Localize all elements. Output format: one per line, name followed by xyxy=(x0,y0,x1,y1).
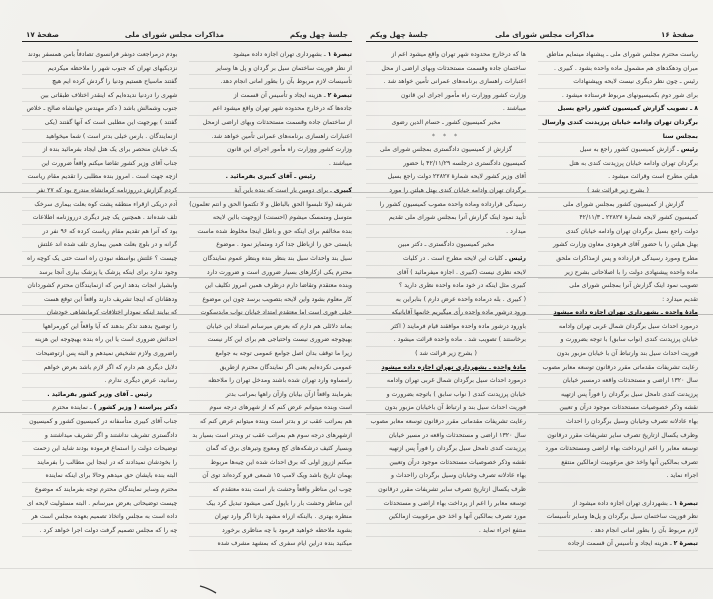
text-line: بفرمایند واقعاً ازآن بیابان وازآن راهها بمراتب بدتر xyxy=(189,388,352,402)
text-line: ودهقانان که اینجا تشریف دارند واقعاً این توقع هست xyxy=(22,293,177,307)
column-right-page-17 xyxy=(189,48,352,551)
text-line: بود که آنرا هم تقدیم مقام ریاست کرده که ۹۶ نفر در xyxy=(22,225,177,239)
speaker-line: تبصرهٔ ۱ ـ بشهرداری تهران اجازه داده میشود از xyxy=(538,497,698,511)
page-number: صفحهٔ ۱۶ xyxy=(661,30,694,39)
text-line: کمیسیون کشور لایحه شمارهٔ ۲۲۸۲۷ ـ ۴۲/۱۱/۳ xyxy=(538,211,698,225)
text-line: تلف شده‌اند . همچنین یک چیز دیگری درروزنامه اطلاعات xyxy=(22,211,177,225)
text-line: سال ۱۳۲۰ اراضی و مستحدثات واقعه درمسیر خیابان xyxy=(538,374,698,388)
text-line: ریاست محترم مجلس شورای ملی ـ پیشنهاد مینمایم مناطق xyxy=(538,48,698,62)
speaker-line: تبصرهٔ ۲ ـ هزینه ایجاد و تأسیس آن قسمت از xyxy=(189,89,352,103)
article-heading: مادهٔ واحده ـ بشهرداری تهران اجازه داده میشود xyxy=(538,306,698,320)
text-line: بهمان تاریخ باشد ویک لامپ ۱۵ شمعی فرو کرده‌اند توی آن xyxy=(189,469,352,483)
text-line: بودم درمراجعت دونفر فرانسوی تصادفاً بامن همسفر بودند xyxy=(22,48,177,62)
text-line: میران ودهکدهای هم مشمول ماده واحده بشود . کبیری . xyxy=(538,62,698,76)
text-line: فوریت احداث سیل بند و ارتباط آن باخیابان مزبور بدون xyxy=(366,401,526,415)
text-line: نزدیکیهای تهران که جنوب شهر را ملاحظه میکردیم xyxy=(22,62,177,76)
section-heading: بمجلس سنا xyxy=(538,130,698,144)
text-line: عمومی نکرده‌ایم یعنی اگر نمایندگان محترم ازطریق xyxy=(189,361,352,375)
session-title: جلسهٔ چهل ویکم xyxy=(370,30,429,39)
text-line: منتفع اجراء نماید . xyxy=(366,524,526,538)
columns-page-17 xyxy=(22,48,352,551)
text-line: وزارت کشور ووزارت راه مأمور اجرای این قانون xyxy=(366,89,526,103)
text-line: دادگستری تشریف نداشتند و اگر تشریف میداشتند و xyxy=(22,429,177,443)
text-line: آدم دریکی ازقراء منطقه پشت کوه بعلت بیماری سرخک xyxy=(22,198,177,212)
text-line: البته بنده بایشان حق میدهم وحالا برای اینکه نماینده xyxy=(22,469,177,483)
column-left-page-17 xyxy=(22,48,177,551)
text-line: لایحه نظری نیست (کبیری . اجازه میفرمائید ) آقای xyxy=(366,266,526,280)
text-line: احداثش ضروری است یا این راه بنده بهیچوجه این هزینه xyxy=(22,333,177,347)
text-line: است وبنده میتوانم عرض کنم که از شهرهای درجه سوم xyxy=(189,401,352,415)
text-line: گزارش از کمیسیون دادگستری بمجلس شورای ملی xyxy=(366,143,526,157)
text-line: ازشهرهای درجه سوم هم بمراتب عقب تر وبدتر است بسیار بد xyxy=(189,429,352,443)
text-line: زیرا ما توقف بدان اصل جوامع عمومی توجه به جوامع xyxy=(189,347,352,361)
text-line: محترم وسایر نمایندگان محترم توجه بفرمایند که موضوع xyxy=(22,483,177,497)
text-line: جنوب وشمالش باشد ( دکتر مهندس جهانشاه صالح ـ خلاص xyxy=(22,102,177,116)
text-line: شهری را دردنیا ندیده‌ایم که اینقدر اختلاف طبقاتی بین xyxy=(22,89,177,103)
text-line: پرزیدنت کندی تامحل سیل برگردان را فوراً پس ازتهیه xyxy=(366,442,526,456)
text-line: سال ۱۳۲۰ اراضی و مستحدثات واقعه در مسیر خیابان xyxy=(366,429,526,443)
text-line: ( کبیری . بله درماده واحده عرض دارم ) بنابراین به xyxy=(366,293,526,307)
text-line: نقشه وذکر خصوصیات مستحدثات موجود درآن وتعیین xyxy=(366,456,526,470)
speaker-name: کبیری xyxy=(333,186,352,194)
text-line: دولت راجع بسیل برگردان تهران وادامه خیابان کندی xyxy=(538,225,698,239)
section-separator: * * * xyxy=(366,130,526,144)
speaker-line: تبصرهٔ ۲ ـ هزینه ایجاد و تأسیس آن قسمت ازجاده xyxy=(538,537,698,551)
text-line: داده است به مجلس واتخاذ تصمیم بعهده مجلس است هر xyxy=(22,510,177,524)
text-line: سیل بند واحداث سیل بند بنظر بنده وبنظر عموم نمایندگان xyxy=(189,252,352,266)
speaker-line: رئیس ـ گزارش کمیسیون کشور راجع به سیل xyxy=(538,143,698,157)
speaker-line: رئیس ـ کلیات این لایحه مطرح است . در کلیات xyxy=(366,252,526,266)
text-line: مخبر کمیسیون دادگستری ـ دکتر مبین xyxy=(366,238,526,252)
text-line: وبسیار کثیف درشکه‌های کج ومعوج وتیرهای برق که گمان xyxy=(189,442,352,456)
scan-artifact-line xyxy=(0,277,713,278)
text-line: رسانید، عرض دیگری ندارم . xyxy=(22,374,177,388)
speaker-name: تبصرهٔ ۱ xyxy=(673,499,698,507)
page-16 xyxy=(366,28,698,548)
text-line: مخبر کمیسیون کشور ـ حسام الدین رضوی xyxy=(366,116,526,130)
text-line: مطرح ومورد رسیدگی قرارداده و پس ازمذاکرات ملحق xyxy=(538,252,698,266)
text-line: بهاء عادلانه تصرف وخیابان وسیل برگردان را احداث xyxy=(538,415,698,429)
speaker-line: تبصرهٔ ۱ ـ بشهرداری تهران اجازه داده میشود xyxy=(189,48,352,62)
text-line: گفتند ماسیاح هستیم ودنیا را گردش کرده ایم هیچ xyxy=(22,75,177,89)
text-line: وزارت کشور ووزارت راه مأمور اجرای این قانون xyxy=(189,143,352,157)
text-line: ورود درشور ماده واحده رأی میگیریم خانمها آقایانیکه xyxy=(366,306,526,320)
speaker-line: دکتر پیراسته ( وزیر کشور ) ـ نماینده محترم xyxy=(22,401,177,415)
text-line: گفتند ) بهرجهت این مطلبی است که آنها گفتند (یکی xyxy=(22,116,177,130)
text-line: لازم مربوط بآن را بطور امانی انجام دهد . xyxy=(538,524,698,538)
text-line: میباشند . xyxy=(366,102,526,116)
text-line: گرانه و در بلوچ بعلت همین بیماری تلف شده اند علتش xyxy=(22,238,177,252)
text-line: میکنید بنده دراین ایام سفری که بمشهد مشرف شده xyxy=(189,537,352,551)
running-head-page-17 xyxy=(22,28,352,42)
text-line: رامساوه وارد تهران شده باشند ومدخل تهران را ملاحظه xyxy=(189,374,352,388)
text-line: برای شور دوم بکمیسیونهای مربوط فرستاده میشود . xyxy=(538,89,698,103)
text-line: بشوید ملاحظه خواهید فرمود با چه مناظری برخورد xyxy=(189,524,352,538)
scan-artifact-line xyxy=(0,192,713,193)
text-line: کمیسیون دادگستری درجلسه ۴۲/۱۱/۲۹ با حضور xyxy=(366,157,526,171)
text-line: بهتل هیلتن را با حضور آقای فرهودی معاون وزارت کشور xyxy=(538,238,698,252)
text-line: اجراء نماید . xyxy=(538,469,698,483)
text-line: تقدیم میدارد : xyxy=(538,293,698,307)
text-line: که بیایند اینکه نمودار اختلافات کرمانشاهی خودشان xyxy=(22,306,177,320)
text-line: نقشه وذکر خصوصیات مستحدثات موجود درآن و تعیین xyxy=(538,401,698,415)
text-line: نظر فوریت ساختمان سیل برگردان و پل‌ها وسایر تأسیسات xyxy=(538,510,698,524)
text-line: چیست توضیحاتی بعرض میرسانم . البته مسئولیت لایحه ای xyxy=(22,497,177,511)
text-line: اعتبارات راهسازی برنامه‌های عمرانی تأمین خواهد شد. xyxy=(189,130,352,144)
text-line: تصرف بمالکین آنها واخذ حق مرغوبیت ازمالکین منتفع xyxy=(538,456,698,470)
speaker-name: تبصرهٔ ۱ xyxy=(327,51,352,58)
scan-artifact-line xyxy=(0,314,713,315)
text-line: کردم گزارش درروزنامه کرمانشاه مندرج بود که ۲۷ نفر xyxy=(22,184,177,198)
column-right-page-16 xyxy=(538,48,698,551)
text-line: را بخودشان نمیدادند که در اینجا این مطالب را بفرمایند xyxy=(22,456,177,470)
text-line: ساختمان جاده وقسمت مستحدثات وبهای اراضی از محل xyxy=(366,62,526,76)
text-line: هیلتن مطرح است وقرائت میشود . xyxy=(538,170,698,184)
text-line: خیابان پرزیدنت کندی (نواب سابق) با توجه بضرورت و xyxy=(538,333,698,347)
text-line: راضروری ولازم تشخیص نمیدهم و البته پس ازتوضیحات xyxy=(22,347,177,361)
speaker-name: تبصرهٔ ۲ xyxy=(673,540,698,548)
text-line: رئیس ـ چون نظر دیگری نیست لایحه وپیشنهادات xyxy=(538,75,698,89)
text-line: مورد تصرف بمالکین آنها و اخذ حق مرغوبیت ازمالکین xyxy=(366,510,526,524)
text-line: برخاستند ) تصویب شد . ماده واحده قرائت میشود . xyxy=(366,333,526,347)
text-line: وظرف یکسال ازتاریخ تصرف سایر تشریفات مقرر درقانون xyxy=(538,429,698,443)
text-line: درمورد احداث سیل برگردان شمال غربی تهران وادامه xyxy=(366,374,526,388)
text-line: بهیچوجه ضروری نیست واحتیاجی هم برای این کار نیست xyxy=(189,333,352,347)
text-line: جاده‌ها که درخارج محدوده شهر تهران واقع میشود اعم xyxy=(189,102,352,116)
scan-artifact-line xyxy=(0,412,713,413)
text-line: تأیید نمود اینک گزارش آنرا بمجلس شورای ملی تقدیم xyxy=(366,211,526,225)
text-line: میکنم ازروز اولی که برق احداث شده این چیه‌ها مربوط xyxy=(189,456,352,470)
text-line: از ساختمان جاده وقسمت مستحدثات وبهای اراضی ازمحل xyxy=(189,116,352,130)
text-line: باورود درشور ماده واحده موافقند قیام فرمایند ( اکثر xyxy=(366,320,526,334)
text-line xyxy=(538,483,698,497)
text-line: تأسیسات لازم مربوط بآن را بطور امانی انجام دهد. xyxy=(189,75,352,89)
text-line: وابشیار انجات بدهد ازمن که ازنمایندگان محترم کشوردانان xyxy=(22,279,177,293)
speaker-line: کبیری ـ برای دومین بار است که بنده باین آیهٔ xyxy=(189,184,352,198)
text-line: دلایل دیگری هم دارم که اگر لازم باشد بعرض خواهم xyxy=(22,361,177,375)
text-line: درمورد احداث سیل برگردان شمال غربی تهران وادامه xyxy=(538,320,698,334)
text-line: ها که درخارج محدوده شهر تهران واقع میشود اعم از xyxy=(366,48,526,62)
text-line: را توضیح بدهند تذکر بدهند که آیا واقعاً این کورمراهها xyxy=(22,320,177,334)
text-line: خیلی فوری است اما معتقدم امتداد خیابان نواب مابدسکوت xyxy=(189,306,352,320)
article-heading: مادهٔ واحده ـ بشهرداری تهران اجازه داده میشود xyxy=(366,361,526,375)
text-line: بنده مخالفم برای اینکه حق و باطل اینجا مخلوط شده ماست xyxy=(189,225,352,239)
speaker-line: رئیس ـ آقای وزیر کشور بفرمائید . xyxy=(22,388,177,402)
section-heading: ۸ ـ تصویب گزارش کمیسیون کشور راجع بسیل xyxy=(538,102,698,116)
text-line: ( بشرح زیر قرائت شد ) xyxy=(538,184,698,198)
text-line: گزارش از کمیسیون کشور بمجلس شورای ملی xyxy=(538,198,698,212)
text-line: ازنمایندگان . بارس خیلی بدتر است ) شما میخواهید xyxy=(22,130,177,144)
speaker-name: تبصرهٔ ۲ xyxy=(327,91,352,99)
text-line: ازچه جهت است . امروز بنده مطلبی را تقدیم مقام ریاست xyxy=(22,170,177,184)
text-line: فوریت احداث سیل بند وارتباط آن با خیابان مزبور بدون xyxy=(538,347,698,361)
text-line: برگردان تهران وادامه خیابان کندی بهتل هیلتن را مورد xyxy=(366,184,526,198)
text-line: از نظر فوریت ساختمان سیل بر گردان و پل ها وسایر xyxy=(189,62,352,76)
text-line: میدارد . xyxy=(366,225,526,239)
text-line: چه را که مجلس تصمیم گرفت دولت اجرا خواهد کرد . xyxy=(22,524,177,538)
text-line: کبیری مثل اینکه در خود ماده واحده نظری دارید ؟ xyxy=(366,279,526,293)
section-heading: برگردان تهران وادامه خیابان پرزیدنت کندی وارسال xyxy=(538,116,698,130)
text-line: میباشند . xyxy=(189,157,352,171)
columns-page-16 xyxy=(366,48,698,551)
scan-artifact-line xyxy=(0,568,713,569)
speaker-name: رئیس xyxy=(680,146,698,154)
text-line: هم بمراتب عقب تر و بدتر است وبنده میتوانم عرض کنم که xyxy=(189,415,352,429)
text-line: بایستی حق را ازباطل جدا کرد ومتمایز نمود . موضوع xyxy=(189,238,352,252)
text-line: وبنده معتقدم وتقاضا دارم درظرف همین امروز تکلیف این xyxy=(189,279,352,293)
text-line: برگردان تهران وادامه خیابان پرزیدنت کندی به هتل xyxy=(538,157,698,171)
text-line: وجود ندارد برای اینکه پزشک یا پزشک بیاری آنجا برسد xyxy=(22,266,177,280)
text-line: ظرف یکسال ازتاریخ تصرف سایر تشریفات مقرر درقانون xyxy=(366,483,526,497)
text-line: این مناظر وحشت بار را باپول کمی میشود تبدیل کرد بیک xyxy=(189,497,352,511)
speaker-name: رئیس xyxy=(508,254,526,262)
column-left-page-16 xyxy=(366,48,526,551)
text-line: اعتبارات راهسازی برنامه‌های عمرانی تأمین خواهد شد . xyxy=(366,75,526,89)
text-line: توضیحات دولت را استماع فرموده بودند شاید این زحمت xyxy=(22,442,177,456)
text-line: پرزیدنت کندی تامحل سیل برگردان را فوراً پس ازتهیه xyxy=(538,388,698,402)
text-line: بهاء عادلانه تصرف وخیابان وسیل برگردان رااحداث و xyxy=(366,469,526,483)
text-line: ( بشرح زیر قرائت شد ) xyxy=(366,347,526,361)
text-line: ماده واحده پیشنهادی دولت را با اصلاحاتی بشرح زیر xyxy=(538,266,698,280)
session-title: جلسهٔ چهل ویکم xyxy=(289,30,348,39)
text-line: چیست ؟ علتش بواسطه نبودن راه است حتی یک کوچه راه xyxy=(22,252,177,266)
pen-mark-icon xyxy=(198,584,220,594)
page-17 xyxy=(22,28,352,548)
text-line: تصویب نمود اینک گزارش آنرا بمجلس شورای ملی xyxy=(538,279,698,293)
text-line: بماند دلائلی هم دارم که بعرض میرسانم امتداد این خیابان xyxy=(189,320,352,334)
text-line: رسیدگی قرارداده وماده واحده مصوب کمیسیون کشور را xyxy=(366,198,526,212)
text-line: رعایت تشریفات مقدماتی مقرر درقانون توسعه معابر مصوب xyxy=(366,415,526,429)
speaker-line: رئیس ـ آقای کبیری بفرمائید . xyxy=(189,170,352,184)
text-line: شریفه (ولا تلبسوا الحق بالباطل و لا تکتموا الحق و انتم تعلمون) xyxy=(189,198,352,212)
publication-title: مذاکرات مجلس شورای ملی xyxy=(124,30,224,39)
running-head-page-16 xyxy=(366,28,698,42)
text-line: آقای وزیر کشور لایحه شمارهٔ ۲۲۸۲۷ دولت راجع بسیل xyxy=(366,170,526,184)
text-line: توسعه معابر را اعم از پرداخت بهاء اراضی و مستحدثات xyxy=(366,497,526,511)
text-line: جناب آقای کبیری متأسفانه در کمیسیون کشور و کمیسیون xyxy=(22,415,177,429)
text-line: جناب آقای وزیر کشور تقاضا میکنم واقعاً ضرورت این xyxy=(22,157,177,171)
publication-title: مذاکرات مجلس شورای ملی xyxy=(495,30,595,39)
text-line: توسعه معابر را اعم ازپرداخت بهاء اراضی ومستحدثات مورد xyxy=(538,442,698,456)
text-line: محترم یکی ازکارهای بسیار ضروری است و ضرورت دارد xyxy=(189,266,352,280)
text-line: یک خیابان منحصر برای یک هتل ایجاد بفرمائید بنده از xyxy=(22,143,177,157)
text-line: متوسل ومتمسک میشوم (احسنت) ازوجهت بااین لایحه xyxy=(189,211,352,225)
speaker-name: دکتر پیراسته ( وزیر کشور ) xyxy=(93,404,178,412)
page-number: صفحهٔ ۱۷ xyxy=(26,30,59,39)
text-line: خیابان پرزیدنت کندی ( نواب سابق ) باتوجه بضرورت و xyxy=(366,388,526,402)
text-line: رعایت تشریفات مقدماتی مقرر درقانون توسعه معابر مصوب xyxy=(538,361,698,375)
text-line: کار معلوم بشود واین لایحه بتصویب برسد چون این موضوع xyxy=(189,293,352,307)
text-line: چوب این مناظر واقعاً وحشت بار است بنده معتقدم که xyxy=(189,483,352,497)
text-line: منظره بهتری . بااینکه ازراه مشهد بازنا اگر وارد تهران xyxy=(189,510,352,524)
